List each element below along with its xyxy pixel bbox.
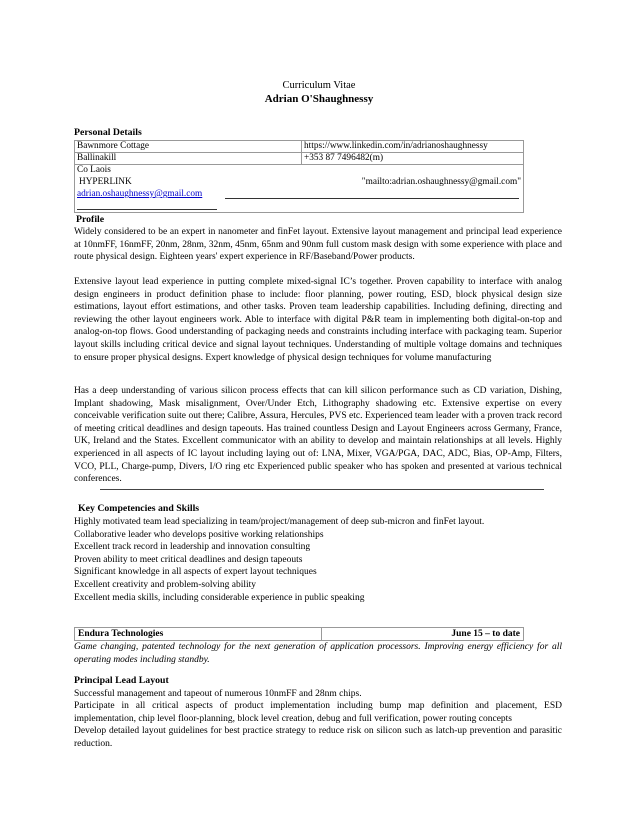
- company-tagline: Game changing, patented technology for the next generation of application processors. Improving energy efficiency for all operating modes including standby.: [74, 642, 562, 665]
- address-line-1: Bawnmore Cottage: [75, 141, 302, 153]
- personal-details-table: [74, 140, 524, 213]
- list-item: Excellent track record in leadership and innovation consulting: [74, 542, 311, 553]
- list-item: Excellent media skills, including considerable experience in public speaking: [74, 592, 365, 603]
- list-item: Proven ability to meet critical deadlines and design tapeouts: [74, 554, 303, 565]
- phone-number: +353 87 7496482(m): [302, 153, 524, 165]
- profile-paragraph-1: Widely considered to be an expert in nanometer and finFet layout. Extensive layout management and principal lead experience at 10nmFF, 16nmFF, 20nm, 28nm, 32nm, 45nm, 65nm and 90nm full custom mask design with some experience with place and route physical design. Eighteen years' expert experience in RF/Baseband/Power products.: [74, 227, 562, 263]
- list-item: Significant knowledge in all aspects of expert layout techniques: [74, 567, 317, 578]
- profile-paragraph-3: Has a deep understanding of various silicon process effects that can kill silicon performance such as CD variation, Dishing, Implant shadowing, Mask misalignment, Over/Under Etch, Lithography shadowing etc. Extensive expertise on every conceivable verification suite out there; Calibre, Assura, Hercules, PVS etc. Experienced team leader with a proven track record of meeting critical deadlines and design tapeouts. Has trained countless Design and Layout Engineers across Germany, France, UK, Ireland and the States. Excellent communicator with an ability to develop and maintain relationships at all levels. Highly experienced in all aspects of IC layout including laying out of: LNA, Mixer, VGA/PGA, DAC, ADC, Bias, OP-Amp, Filters, VCO, PLL, Charge-pump, Divers, I/O ring etc Experienced public speaker who has spoken and presented at various technical conferences.: [74, 386, 562, 485]
- personal-details-heading: Personal Details: [74, 127, 142, 138]
- email-link[interactable]: adrian.oshaughnessy@gmail.com: [77, 189, 203, 199]
- document-title: Curriculum Vitae: [282, 80, 356, 91]
- company-name: Endura Technologies: [75, 628, 322, 641]
- underscore-line: [77, 209, 217, 210]
- skills-heading: Key Competencies and Skills: [78, 503, 200, 514]
- list-item: Collaborative leader who develops positive working relationships: [74, 529, 324, 540]
- job-header-table: [74, 627, 524, 641]
- candidate-name: Adrian O'Shaughnessy: [264, 93, 374, 105]
- mailto-field-code: "mailto:adrian.oshaughnessy@gmail.com": [361, 177, 521, 187]
- skills-list: [74, 516, 574, 604]
- underscore-line: [225, 198, 519, 199]
- job-role: Principal Lead Layout: [74, 675, 169, 686]
- job-dates: June 15 – to date: [321, 628, 523, 641]
- profile-heading: Profile: [76, 214, 105, 225]
- list-item: Highly motivated team lead specializing in team/project/management of deep sub-micron and finFet layout.: [74, 517, 485, 527]
- linkedin-url[interactable]: https://www.linkedin.com/in/adrianoshaughnessy: [302, 141, 524, 153]
- hyperlink-field-code: HYPERLINK: [79, 177, 132, 187]
- job-line-3: Develop detailed layout guidelines for best practice strategy to reduce risk on silicon such as latch-up prevention and parasitic reduction.: [74, 726, 562, 749]
- job-line-1: Successful management and tapeout of numerous 10nmFF and 28nm chips.: [74, 689, 362, 699]
- address-line-3: Co Laois: [77, 165, 111, 175]
- section-divider: [100, 489, 544, 490]
- contact-block: [75, 165, 524, 213]
- profile-paragraph-2: Extensive layout lead experience in putting complete mixed-signal IC’s together. Proven capability to interface with analog design engineers in product definition phase to include: floor planning, power routing, ESD, block physical design size estimations, layout effort estimations, and other tasks. Proven team leadership capabilities. Including defining, directing and reviewing the other layout engineers work. Able to interface with digital P&R team in implementing both digital-on-top and analog-on-top flows. Good understanding of packaging needs and constraints including interface with packaging team. Superior layout skills including critical device and signal layout techniques. Understanding of multiple voltage domains and techniques to ensure proper physical designs. Expert knowledge of physical design techniques for volume manufacturing: [74, 277, 562, 363]
- job-line-2: Participate in all critical aspects of product implementation including bump map definition and placement, ESD implementation, chip level floor-planning, block level creation, debug and full verification, power routing concepts: [74, 701, 562, 724]
- address-line-2: Ballinakill: [75, 153, 302, 165]
- list-item: Excellent creativity and problem-solving ability: [74, 579, 257, 590]
